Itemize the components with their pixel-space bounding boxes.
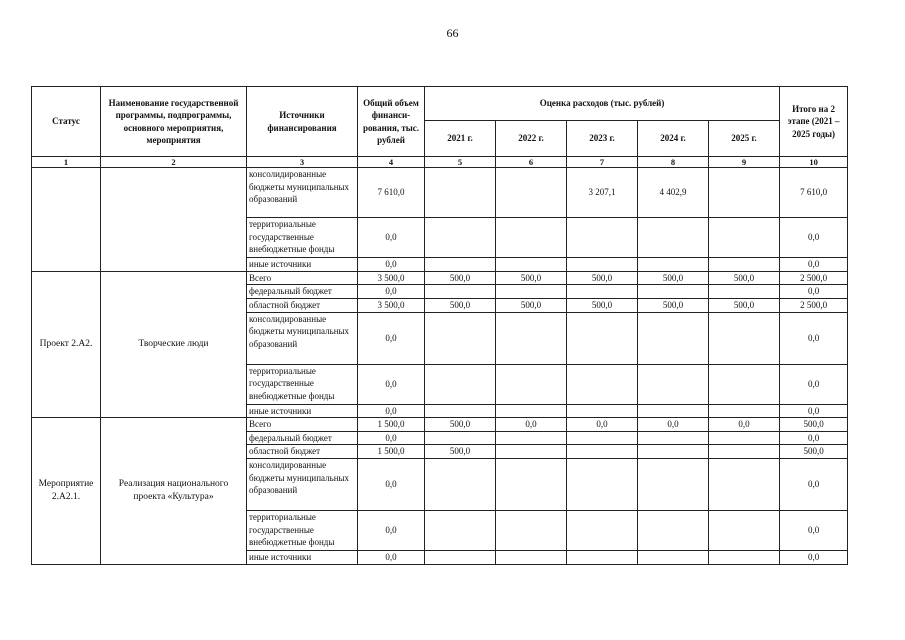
source-cell: консолидированные бюджеты муниципальных образований (247, 312, 358, 364)
value-cell (638, 404, 709, 418)
value-cell (567, 459, 638, 511)
value-cell (425, 364, 496, 404)
value-cell: 4 402,9 (638, 168, 709, 218)
value-cell (709, 445, 780, 459)
value-cell (425, 404, 496, 418)
column-number: 3 (247, 157, 358, 168)
source-cell: иные источники (247, 551, 358, 565)
row-status: Мероприятие 2.А2.1. (32, 418, 101, 565)
value-cell: 500,0 (638, 271, 709, 285)
column-number: 2 (101, 157, 247, 168)
value-cell (567, 551, 638, 565)
value-cell (496, 258, 567, 272)
value-cell (496, 168, 567, 218)
value-cell (567, 511, 638, 551)
value-cell: 0,0 (358, 551, 425, 565)
value-cell: 0,0 (709, 418, 780, 432)
value-cell: 1 500,0 (358, 418, 425, 432)
row-status: Проект 2.А2. (32, 271, 101, 418)
header-sources: Источники финансирования (247, 87, 358, 157)
source-cell: консолидированные бюджеты муниципальных образований (247, 168, 358, 218)
source-cell: областной бюджет (247, 298, 358, 312)
value-cell: 0,0 (780, 551, 848, 565)
value-cell: 0,0 (780, 218, 848, 258)
value-cell: 500,0 (425, 298, 496, 312)
value-cell (709, 258, 780, 272)
column-number: 7 (567, 157, 638, 168)
value-cell: 500,0 (567, 298, 638, 312)
value-cell: 500,0 (567, 271, 638, 285)
value-cell: 2 500,0 (780, 298, 848, 312)
value-cell (496, 445, 567, 459)
value-cell (567, 218, 638, 258)
source-cell: территориальные государственные внебюджетные фонды (247, 511, 358, 551)
column-number: 8 (638, 157, 709, 168)
table-body (32, 168, 848, 565)
value-cell (496, 511, 567, 551)
value-cell (567, 431, 638, 445)
header-year: 2025 г. (709, 121, 780, 157)
source-cell: территориальные государственные внебюджетные фонды (247, 218, 358, 258)
header-status: Статус (32, 87, 101, 157)
value-cell (425, 551, 496, 565)
value-cell (638, 445, 709, 459)
value-cell: 2 500,0 (780, 271, 848, 285)
source-cell: иные источники (247, 404, 358, 418)
value-cell: 0,0 (358, 511, 425, 551)
header-total: Общий объем финанси-рования, тыс. рублей (358, 87, 425, 157)
value-cell (567, 445, 638, 459)
value-cell (638, 258, 709, 272)
value-cell (425, 258, 496, 272)
value-cell (709, 218, 780, 258)
value-cell (496, 312, 567, 364)
value-cell: 0,0 (358, 258, 425, 272)
value-cell (496, 431, 567, 445)
value-cell: 0,0 (358, 285, 425, 299)
header-year: 2024 г. (638, 121, 709, 157)
value-cell: 500,0 (780, 418, 848, 432)
value-cell: 500,0 (709, 298, 780, 312)
value-cell: 0,0 (780, 459, 848, 511)
source-cell: консолидированные бюджеты муниципальных образований (247, 459, 358, 511)
value-cell: 0,0 (567, 418, 638, 432)
column-number: 5 (425, 157, 496, 168)
value-cell: 0,0 (780, 511, 848, 551)
financing-table (31, 86, 848, 565)
value-cell: 500,0 (425, 271, 496, 285)
header-year: 2022 г. (496, 121, 567, 157)
source-cell: федеральный бюджет (247, 285, 358, 299)
value-cell (496, 459, 567, 511)
value-cell: 0,0 (496, 418, 567, 432)
value-cell: 500,0 (638, 298, 709, 312)
value-cell (709, 168, 780, 218)
value-cell: 500,0 (425, 445, 496, 459)
value-cell: 500,0 (425, 418, 496, 432)
value-cell: 0,0 (358, 404, 425, 418)
column-numbers-row (32, 157, 848, 168)
value-cell (709, 511, 780, 551)
value-cell: 500,0 (780, 445, 848, 459)
source-cell: федеральный бюджет (247, 431, 358, 445)
source-cell: территориальные государственные внебюджетные фонды (247, 364, 358, 404)
header-estimate: Оценка расходов (тыс. рублей) (425, 87, 780, 121)
value-cell: 3 500,0 (358, 298, 425, 312)
value-cell (638, 551, 709, 565)
value-cell (567, 312, 638, 364)
value-cell: 0,0 (638, 418, 709, 432)
value-cell (709, 551, 780, 565)
value-cell: 3 500,0 (358, 271, 425, 285)
value-cell: 0,0 (780, 431, 848, 445)
column-number: 1 (32, 157, 101, 168)
column-number: 6 (496, 157, 567, 168)
header-year: 2021 г. (425, 121, 496, 157)
value-cell: 0,0 (780, 285, 848, 299)
value-cell (638, 431, 709, 445)
value-cell: 500,0 (496, 271, 567, 285)
value-cell (638, 511, 709, 551)
source-cell: Всего (247, 271, 358, 285)
value-cell (496, 404, 567, 418)
value-cell: 0,0 (358, 431, 425, 445)
value-cell: 7 610,0 (780, 168, 848, 218)
value-cell: 0,0 (358, 312, 425, 364)
value-cell (567, 404, 638, 418)
row-status (32, 168, 101, 272)
value-cell (567, 364, 638, 404)
row-name (101, 168, 247, 272)
value-cell (709, 404, 780, 418)
value-cell (709, 312, 780, 364)
value-cell (709, 431, 780, 445)
value-cell (638, 218, 709, 258)
value-cell (638, 364, 709, 404)
value-cell (709, 285, 780, 299)
value-cell (425, 285, 496, 299)
column-number: 4 (358, 157, 425, 168)
value-cell: 0,0 (780, 404, 848, 418)
value-cell (496, 285, 567, 299)
value-cell (496, 218, 567, 258)
value-cell (425, 511, 496, 551)
value-cell (496, 364, 567, 404)
value-cell (638, 312, 709, 364)
value-cell: 0,0 (358, 218, 425, 258)
column-number: 9 (709, 157, 780, 168)
value-cell (425, 459, 496, 511)
source-cell: иные источники (247, 258, 358, 272)
table-row (32, 271, 848, 285)
value-cell (496, 551, 567, 565)
value-cell: 0,0 (780, 258, 848, 272)
row-name: Реализация национального проекта «Культура» (101, 418, 247, 565)
value-cell: 0,0 (780, 364, 848, 404)
header-year: 2023 г. (567, 121, 638, 157)
value-cell: 0,0 (780, 312, 848, 364)
value-cell: 0,0 (358, 459, 425, 511)
value-cell (567, 285, 638, 299)
value-cell (638, 459, 709, 511)
value-cell (425, 431, 496, 445)
value-cell (638, 285, 709, 299)
value-cell (567, 258, 638, 272)
column-number: 10 (780, 157, 848, 168)
page-number: 66 (446, 26, 459, 40)
value-cell: 3 207,1 (567, 168, 638, 218)
value-cell (425, 218, 496, 258)
source-cell: областной бюджет (247, 445, 358, 459)
value-cell: 1 500,0 (358, 445, 425, 459)
row-name: Творческие люди (101, 271, 247, 418)
value-cell: 0,0 (358, 364, 425, 404)
value-cell (425, 168, 496, 218)
value-cell (709, 459, 780, 511)
value-cell: 500,0 (496, 298, 567, 312)
value-cell (425, 312, 496, 364)
value-cell: 7 610,0 (358, 168, 425, 218)
value-cell (709, 364, 780, 404)
header-name: Наименование государственной программы, подпрограммы, основного мероприятия, мероприятия (101, 87, 247, 157)
table-row (32, 418, 848, 432)
table-row (32, 168, 848, 218)
source-cell: Всего (247, 418, 358, 432)
header-itogo: Итого на 2 этапе (2021 – 2025 годы) (780, 87, 848, 157)
value-cell: 500,0 (709, 271, 780, 285)
